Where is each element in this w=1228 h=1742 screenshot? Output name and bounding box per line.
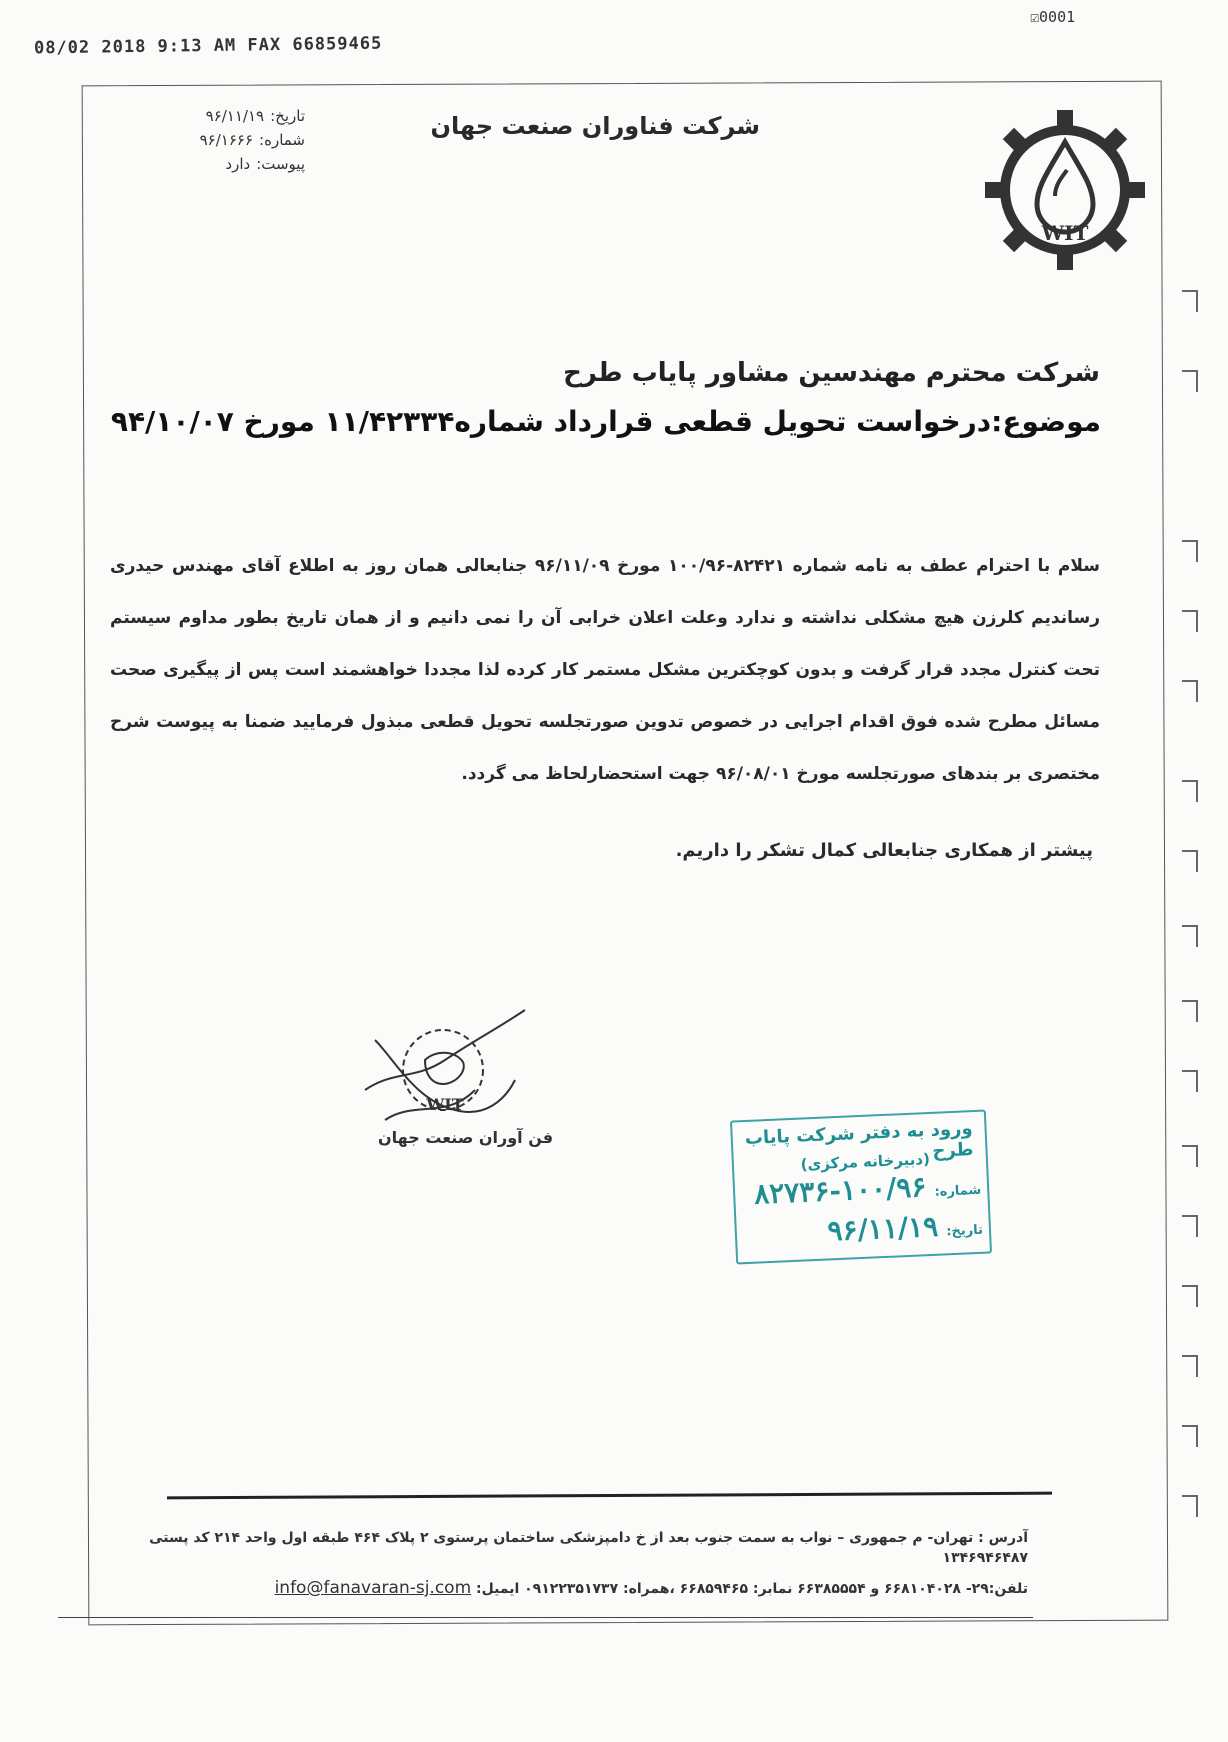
stamp-date-label: تاریخ:	[946, 1222, 984, 1240]
logo-text: WIT	[1041, 221, 1089, 245]
receipt-stamp	[730, 1109, 992, 1264]
stamp-subtitle: (دبیرخانه مرکزی)	[800, 1149, 931, 1174]
scan-edge-mark	[1182, 370, 1198, 392]
meta-attachment-value: دارد	[225, 155, 251, 173]
scan-edge-mark	[1182, 1355, 1198, 1377]
stamp-number-row	[753, 1168, 981, 1211]
footer-email-link[interactable]: info@fanavaran-sj.com	[274, 1578, 472, 1598]
fax-transmission-header: 08/02 2018 9:13 AM FAX 66859465	[33, 33, 383, 59]
meta-number-value: ۹۶/۱۶۶۶	[199, 131, 254, 149]
scan-edge-mark	[1182, 610, 1198, 632]
scan-edge-mark	[1182, 925, 1198, 947]
scan-edge-mark	[1182, 1285, 1198, 1307]
meta-date-label: تاریخ:	[270, 107, 305, 125]
scan-edge-mark	[1182, 1215, 1198, 1237]
seal-logo-text: WIT	[426, 1095, 464, 1114]
meta-attachment-label: پیوست:	[256, 155, 305, 173]
stamp-date-value: ۹۶/۱۱/۱۹	[826, 1209, 939, 1248]
scan-edge-mark	[1182, 540, 1198, 562]
signature-caption: فن آوران صنعت جهان	[378, 1128, 554, 1147]
company-gear-logo	[975, 100, 1155, 280]
scan-edge-mark	[1182, 850, 1198, 872]
closing-line: پیشتر از همکاری جنابعالی کمال تشکر را داریم.	[675, 840, 1093, 861]
stamp-title: ورود به دفتر شرکت پایاب طرح	[744, 1118, 974, 1162]
meta-attachment	[165, 152, 305, 176]
footer-address: آدرس : تهران- م جمهوری – نواب به سمت جنوب بعد از خ دامپزشکی ساختمان پرستوی ۲ پلاک ۴۶۴ طبقه اول واحد ۲۱۴ کد پستی ۱۳۴۶۹۴۶۴۸۷	[149, 1530, 1028, 1566]
footer-contact-text: تلفن:۲۹- ۶۶۸۱۰۴۰۲۸ و ۶۶۳۸۵۵۵۴ نمابر: ۶۶۸۵۹۴۶۵ ،همراه: ۰۹۱۲۲۳۵۱۷۳۷ ایمیل:	[476, 1581, 1028, 1597]
scan-edge-mark	[1182, 1495, 1198, 1517]
stamp-date-row	[827, 1208, 984, 1248]
scan-edge-mark	[1182, 780, 1198, 802]
scan-edge-mark	[1182, 1425, 1198, 1447]
scan-edge-mark	[1182, 680, 1198, 702]
scan-edge-mark	[1182, 1145, 1198, 1167]
company-title: شرکت فناوران صنعت جهان	[430, 112, 760, 140]
meta-date-value: ۹۶/۱۱/۱۹	[205, 107, 265, 125]
meta-number-label: شماره:	[259, 131, 305, 149]
scan-edge-strip	[1180, 0, 1228, 1742]
checkbox-icon: ☑	[1030, 8, 1040, 26]
scan-edge-mark	[1182, 290, 1198, 312]
recipient-line: شرکت محترم مهندسین مشاور پایاب طرح	[563, 358, 1100, 388]
scan-edge-mark	[1182, 1000, 1198, 1022]
meta-number	[165, 128, 305, 152]
stamp-number-value: ۱۰۰/۹۶-۸۲۷۳۶	[753, 1170, 928, 1211]
letter-meta	[165, 104, 305, 176]
fax-page-counter	[1030, 8, 1075, 26]
page-count-value: 0001	[1039, 8, 1076, 26]
footer-bottom-rule	[58, 1617, 1033, 1618]
footer-contact	[275, 1578, 1028, 1598]
letter-body: سلام با احترام عطف به نامه شماره ۸۲۴۲۱-۱۰۰/۹۶ مورخ ۹۶/۱۱/۰۹ جنابعالی همان روز به اطلاع آقای مهندس حیدری رساندیم کلرزن هیچ مشکلی نداشته و ندارد وعلت اعلان خرابی آن را نمی دانیم و از همان تاریخ بطور مداوم سیستم تحت کنترل مجدد قرار گرفت و بدون کوچکترین مشکل مستمر کار کرده لذا مجددا خواهشمند است پس از پیگیری صحت مسائل مطرح شده فوق اقدام اجرایی در خصوص تدوین صورتجلسه تحویل قطعی مبذول فرمایید ضمنا به پیوست شرح مختصری بر بندهای صورتجلسه مورخ ۹۶/۰۸/۰۱ جهت استحضارلحاظ می گردد.	[110, 556, 1100, 784]
subject-line: موضوع:درخواست تحویل قطعی قرارداد شماره۱۱/۴۲۳۳۴ مورخ ۹۴/۱۰/۰۷	[110, 405, 1101, 438]
meta-date	[165, 104, 305, 128]
scan-edge-mark	[1182, 1070, 1198, 1092]
stamp-number-label: شماره:	[934, 1182, 982, 1200]
